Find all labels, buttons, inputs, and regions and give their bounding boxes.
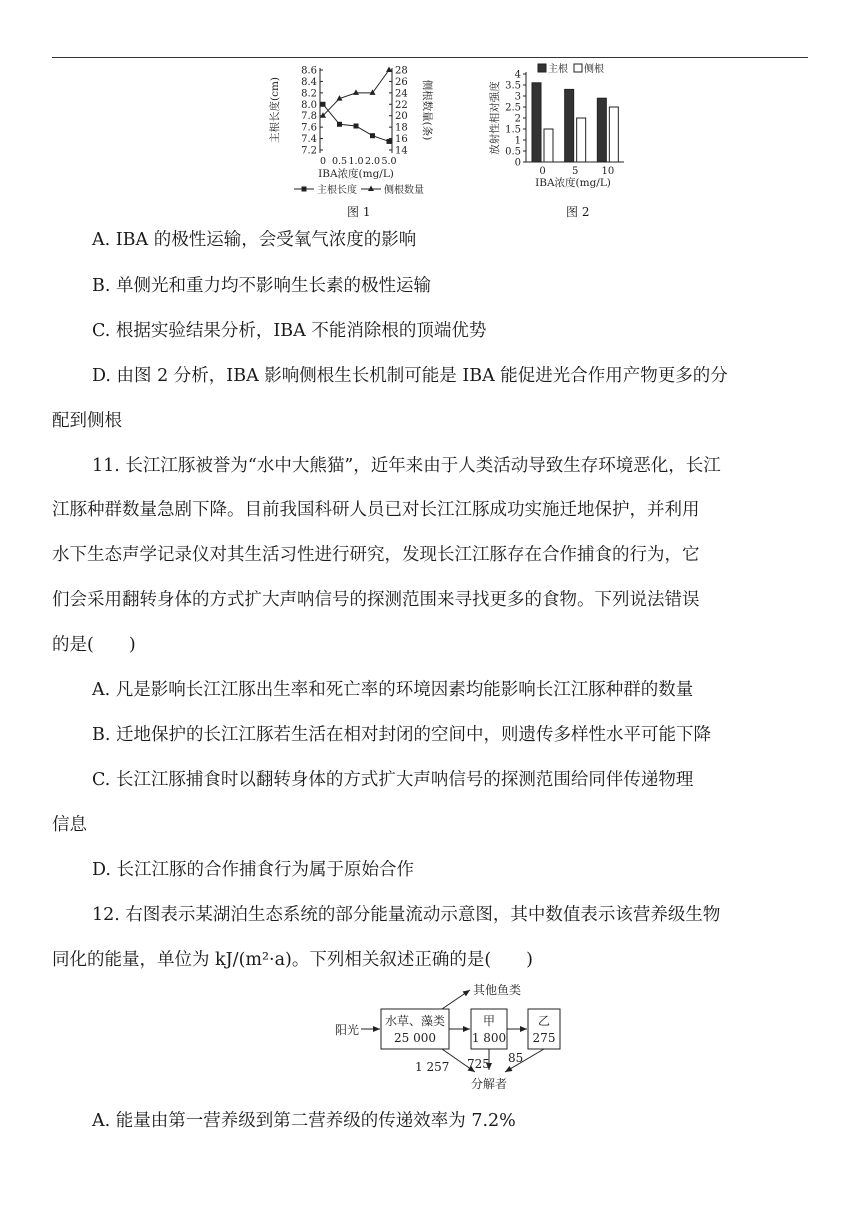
fig2-legend-lateral-label: 侧根 <box>584 64 604 75</box>
option-c: C. 根据实验结果分析，IBA 不能消除根的顶端优势 <box>92 321 487 341</box>
option-d-cont: 配到侧根 <box>52 411 122 431</box>
fig1-right-tick-label: 20 <box>395 111 408 123</box>
q11-option-c: C. 长江江豚捕食时以翻转身体的方式扩大声呐信号的探测范围给同伴传递物理 <box>92 770 694 790</box>
figure-2 <box>486 60 636 200</box>
fig2-y-tick-label: 2 <box>514 113 521 125</box>
fig1-legend-main-marker <box>302 187 307 192</box>
question-11-line-4: 们会采用翻转身体的方式扩大声呐信号的探测范围来寻找更多的食物。下列说法错误 <box>52 590 700 610</box>
option-d: D. 由图 2 分析，IBA 影响侧根生长机制可能是 IBA 能促进光合作用产物更多的分 <box>92 366 728 386</box>
option-b: B. 单侧光和重力均不影响生长素的极性运输 <box>92 276 431 296</box>
fig2-y-tick-label: 3 <box>514 91 521 103</box>
fig2-y-tick-label: 2.5 <box>505 102 521 114</box>
fig1-left-tick-label: 8.4 <box>301 76 317 88</box>
top-rule <box>52 57 808 58</box>
yi-value: 275 <box>532 1031 556 1045</box>
q11-option-b: B. 迁地保护的长江江豚若生活在相对封闭的空间中，则遗传多样性水平可能下降 <box>92 725 711 745</box>
fig2-y-tick-label: 1 <box>514 135 521 147</box>
fig1-legend-lateral-marker <box>368 186 374 192</box>
fig1-series-main-root-line <box>323 104 389 141</box>
question-11-line-2: 江豚种群数量急剧下降。目前我国科研人员已对长江江豚成功实施迁地保护，并利用 <box>52 500 700 520</box>
fig1-right-tick-label: 14 <box>395 145 408 157</box>
fig2-y-tick-label: 3.5 <box>505 80 521 92</box>
fig2-legend-main-label: 主根 <box>548 64 568 75</box>
fig1-right-tick-label: 22 <box>395 99 408 111</box>
fig2-y-tick-label: 4 <box>514 69 521 81</box>
fig1-main-root-point <box>354 124 359 129</box>
option-a: A. IBA 的极性运输，会受氧气浓度的影响 <box>92 230 417 250</box>
fig1-x-tick-label: 1.0 <box>348 156 364 167</box>
fig1-main-root-point <box>387 139 392 144</box>
question-11-line-5: 的是( ) <box>52 635 136 655</box>
figure-1-chart <box>262 60 462 220</box>
fig2-legend-main-swatch <box>538 64 546 72</box>
fig2-bar-main-root <box>565 89 574 162</box>
fig1-main-root-point <box>337 122 342 127</box>
fig1-left-tick-label: 7.4 <box>301 134 317 146</box>
fig1-x-tick-label: 2.0 <box>364 156 381 167</box>
question-11-line-1: 11. 长江江豚被誉为“水中大熊猫”，近年来由于人类活动导致生存环境恶化，长江 <box>92 456 721 476</box>
fig1-lateral-root-point <box>353 89 359 95</box>
fig1-lateral-root-point <box>386 67 392 73</box>
figure-2-chart <box>486 60 636 200</box>
flow-85: 85 <box>508 1051 524 1065</box>
q11-option-c-cont: 信息 <box>52 815 87 835</box>
fig1-x-tick-label: 0 <box>319 156 327 167</box>
fig2-x-tick-label: 5 <box>571 166 579 177</box>
fig2-x-tick-label: 10 <box>601 166 615 177</box>
question-12-line-2: 同化的能量，单位为 kJ/(m²·a)。下列相关叙述正确的是( ) <box>52 950 533 970</box>
fig1-right-tick-label: 26 <box>395 76 408 88</box>
figure-1-caption: 图 1 <box>347 205 371 219</box>
fig1-left-tick-label: 8.6 <box>301 65 317 77</box>
yi-name: 乙 <box>537 1014 551 1028</box>
fig1-left-tick-label: 8.2 <box>301 88 317 100</box>
fig1-main-root-point <box>321 102 326 107</box>
fig2-bar-lateral-root <box>544 129 553 162</box>
fig1-x-axis-label: IBA浓度(mg/L) <box>318 168 394 180</box>
fig1-main-root-point <box>370 133 375 138</box>
figure-2-caption: 图 2 <box>566 205 590 219</box>
other-fish-label: 其他鱼类 <box>473 983 522 997</box>
fig2-legend-lateral-swatch <box>574 64 582 72</box>
q11-option-a: A. 凡是影响长江江豚出生率和死亡率的环境因素均能影响长江江豚种群的数量 <box>92 680 694 700</box>
sunlight-label: 阳光 <box>335 1023 360 1037</box>
energy-flow-diagram <box>330 982 590 1092</box>
fig2-bar-main-root <box>597 98 606 162</box>
fig2-bar-lateral-root <box>609 107 618 162</box>
q12-option-a: A. 能量由第一营养级到第二营养级的传递效率为 7.2% <box>92 1111 516 1131</box>
jia-name: 甲 <box>482 1014 496 1028</box>
producer-value: 25 000 <box>394 1031 436 1045</box>
fig2-y-axis-label: 放射性相对强度 <box>489 81 501 155</box>
figure-1 <box>262 60 462 220</box>
fig1-left-axis-label: 主根长度(cm) <box>269 76 281 144</box>
fig1-left-tick-label: 7.2 <box>301 145 317 157</box>
fig2-y-tick-label: 0 <box>514 157 521 169</box>
fig2-bar-lateral-root <box>577 118 586 162</box>
fig1-x-tick-label: 5.0 <box>381 156 397 167</box>
fig2-y-tick-label: 0.5 <box>505 146 521 158</box>
flow-725: 725 <box>467 1057 490 1071</box>
fig1-right-tick-label: 16 <box>395 134 408 146</box>
fig1-legend-main-label: 主根长度 <box>317 185 357 196</box>
question-11-line-3: 水下生态声学记录仪对其生活习性进行研究，发现长江江豚存在合作捕食的行为，它 <box>52 545 700 565</box>
fig1-left-tick-label: 7.8 <box>301 111 317 123</box>
fig1-left-tick-label: 8.0 <box>301 99 317 111</box>
fig1-legend-lateral-label: 侧根数量 <box>384 185 424 196</box>
energy-flow-svg <box>330 982 590 1092</box>
fig1-x-tick-label: 0.5 <box>331 156 348 167</box>
fig1-right-axis-label: 侧根数量(条) <box>421 79 433 141</box>
fig1-right-tick-label: 24 <box>395 88 408 100</box>
fig2-y-tick-label: 1.5 <box>505 124 521 136</box>
q11-option-d: D. 长江江豚的合作捕食行为属于原始合作 <box>92 860 415 880</box>
producer-name: 水草、藻类 <box>384 1014 446 1028</box>
fig2-bar-main-root <box>532 83 541 162</box>
question-12-line-1: 12. 右图表示某湖泊生态系统的部分能量流动示意图，其中数值表示该营养级生物 <box>92 905 721 925</box>
decomposer-label: 分解者 <box>470 1077 508 1091</box>
fig2-x-tick-label: 0 <box>539 166 546 177</box>
fig1-right-tick-label: 18 <box>395 122 408 134</box>
flow-1257: 1 257 <box>415 1060 450 1074</box>
fig1-left-tick-label: 7.6 <box>301 122 317 134</box>
to-other-fish-arrow <box>442 990 470 1009</box>
fig1-right-tick-label: 28 <box>395 65 408 77</box>
jia-value: 1 800 <box>471 1031 507 1045</box>
fig2-x-axis-label: IBA浓度(mg/L) <box>535 177 611 189</box>
